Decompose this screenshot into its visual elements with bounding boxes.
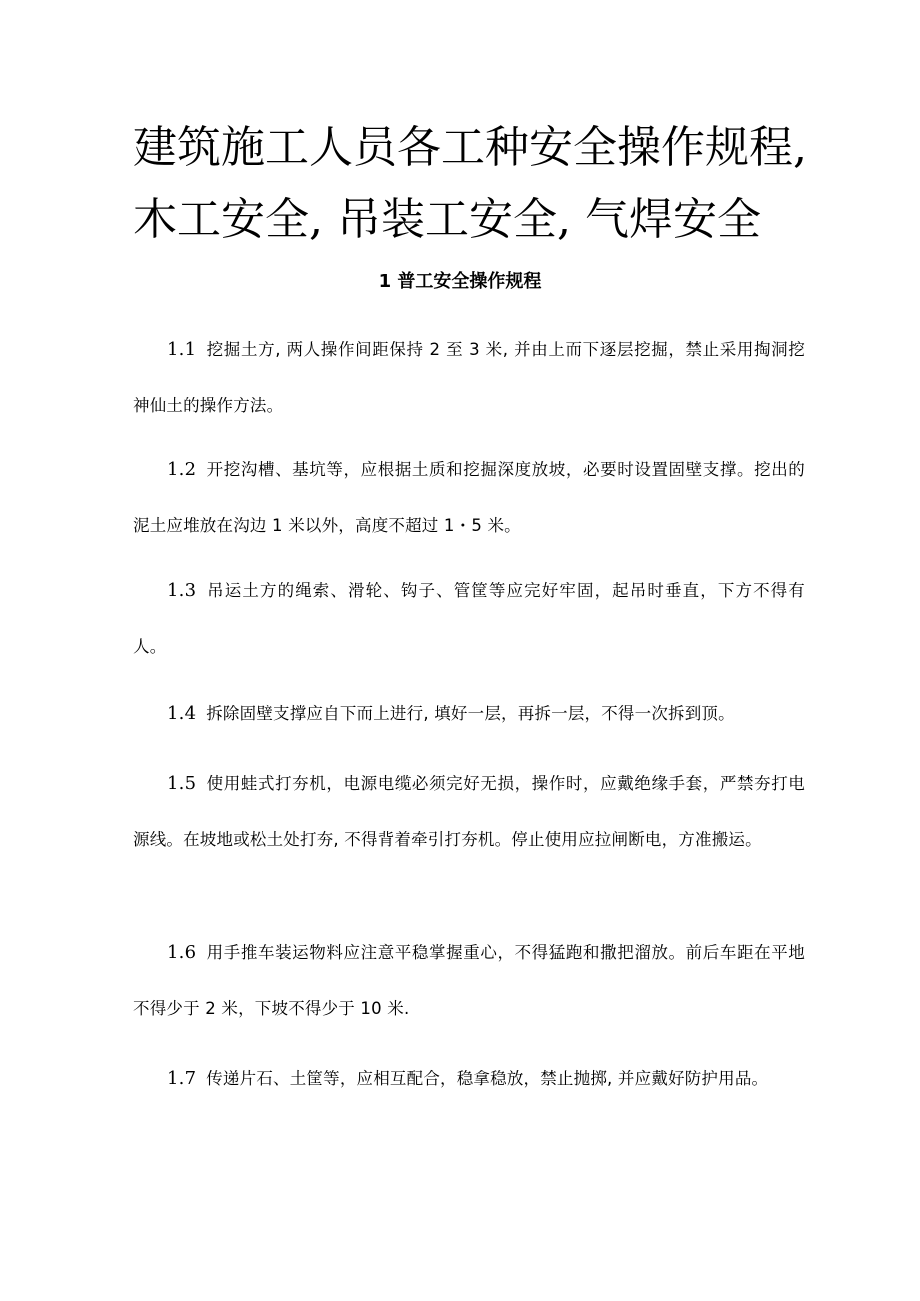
clause-1-1 <box>133 322 805 434</box>
title-line-1: 建筑施工人员各工种安全操作规程, <box>133 122 807 173</box>
clause-number: 1.7 <box>167 1068 197 1089</box>
clause-1-7 <box>133 1051 805 1107</box>
clause-1-6 <box>133 925 805 1037</box>
title-line-2: 木工安全, 吊装工安全, 气焊安全 <box>133 194 761 245</box>
clause-number: 1.2 <box>167 459 197 480</box>
clause-number: 1.1 <box>167 339 197 360</box>
clause-text: 拆除固壁支撑应自下而上进行, 填好一层，再拆一层，不得一次拆到顶。 <box>206 704 735 723</box>
clause-number: 1.6 <box>167 942 197 963</box>
clause-1-5 <box>133 756 805 868</box>
clause-text: 传递片石、土筐等，应相互配合，稳拿稳放，禁止抛掷, 并应戴好防护用品。 <box>206 1069 769 1088</box>
clause-number: 1.4 <box>167 703 197 724</box>
section-heading: 1 普工安全操作规程 <box>378 271 542 292</box>
clause-1-4 <box>133 686 805 742</box>
clause-text: 挖掘土方, 两人操作间距保持 2 至 3 米, 并由上而下逐层挖掘，禁止采用掏洞挖神仙土的操作方法。 <box>133 340 805 415</box>
clause-1-2 <box>133 442 805 554</box>
clause-text: 吊运土方的绳索、滑轮、钩子、管筐等应完好牢固，起吊时垂直，下方不得有人。 <box>133 581 805 656</box>
clause-number: 1.3 <box>167 580 197 601</box>
document-title <box>133 112 823 256</box>
clause-text: 使用蛙式打夯机，电源电缆必须完好无损，操作时，应戴绝缘手套，严禁夯打电源线。在坡地或松土处打夯, 不得背着牵引打夯机。停止使用应拉闸断电，方准搬运。 <box>133 774 805 849</box>
clause-text: 用手推车装运物料应注意平稳掌握重心，不得猛跑和撒把溜放。前后车距在平地不得少于 2 米，下坡不得少于 10 米. <box>133 943 805 1018</box>
clause-number: 1.5 <box>167 773 197 794</box>
clause-1-3 <box>133 563 805 675</box>
clause-text: 开挖沟槽、基坑等，应根据土质和挖掘深度放坡，必要时设置固壁支撑。挖出的泥土应堆放在沟边 1 米以外，高度不超过 1・5 米。 <box>133 460 805 535</box>
